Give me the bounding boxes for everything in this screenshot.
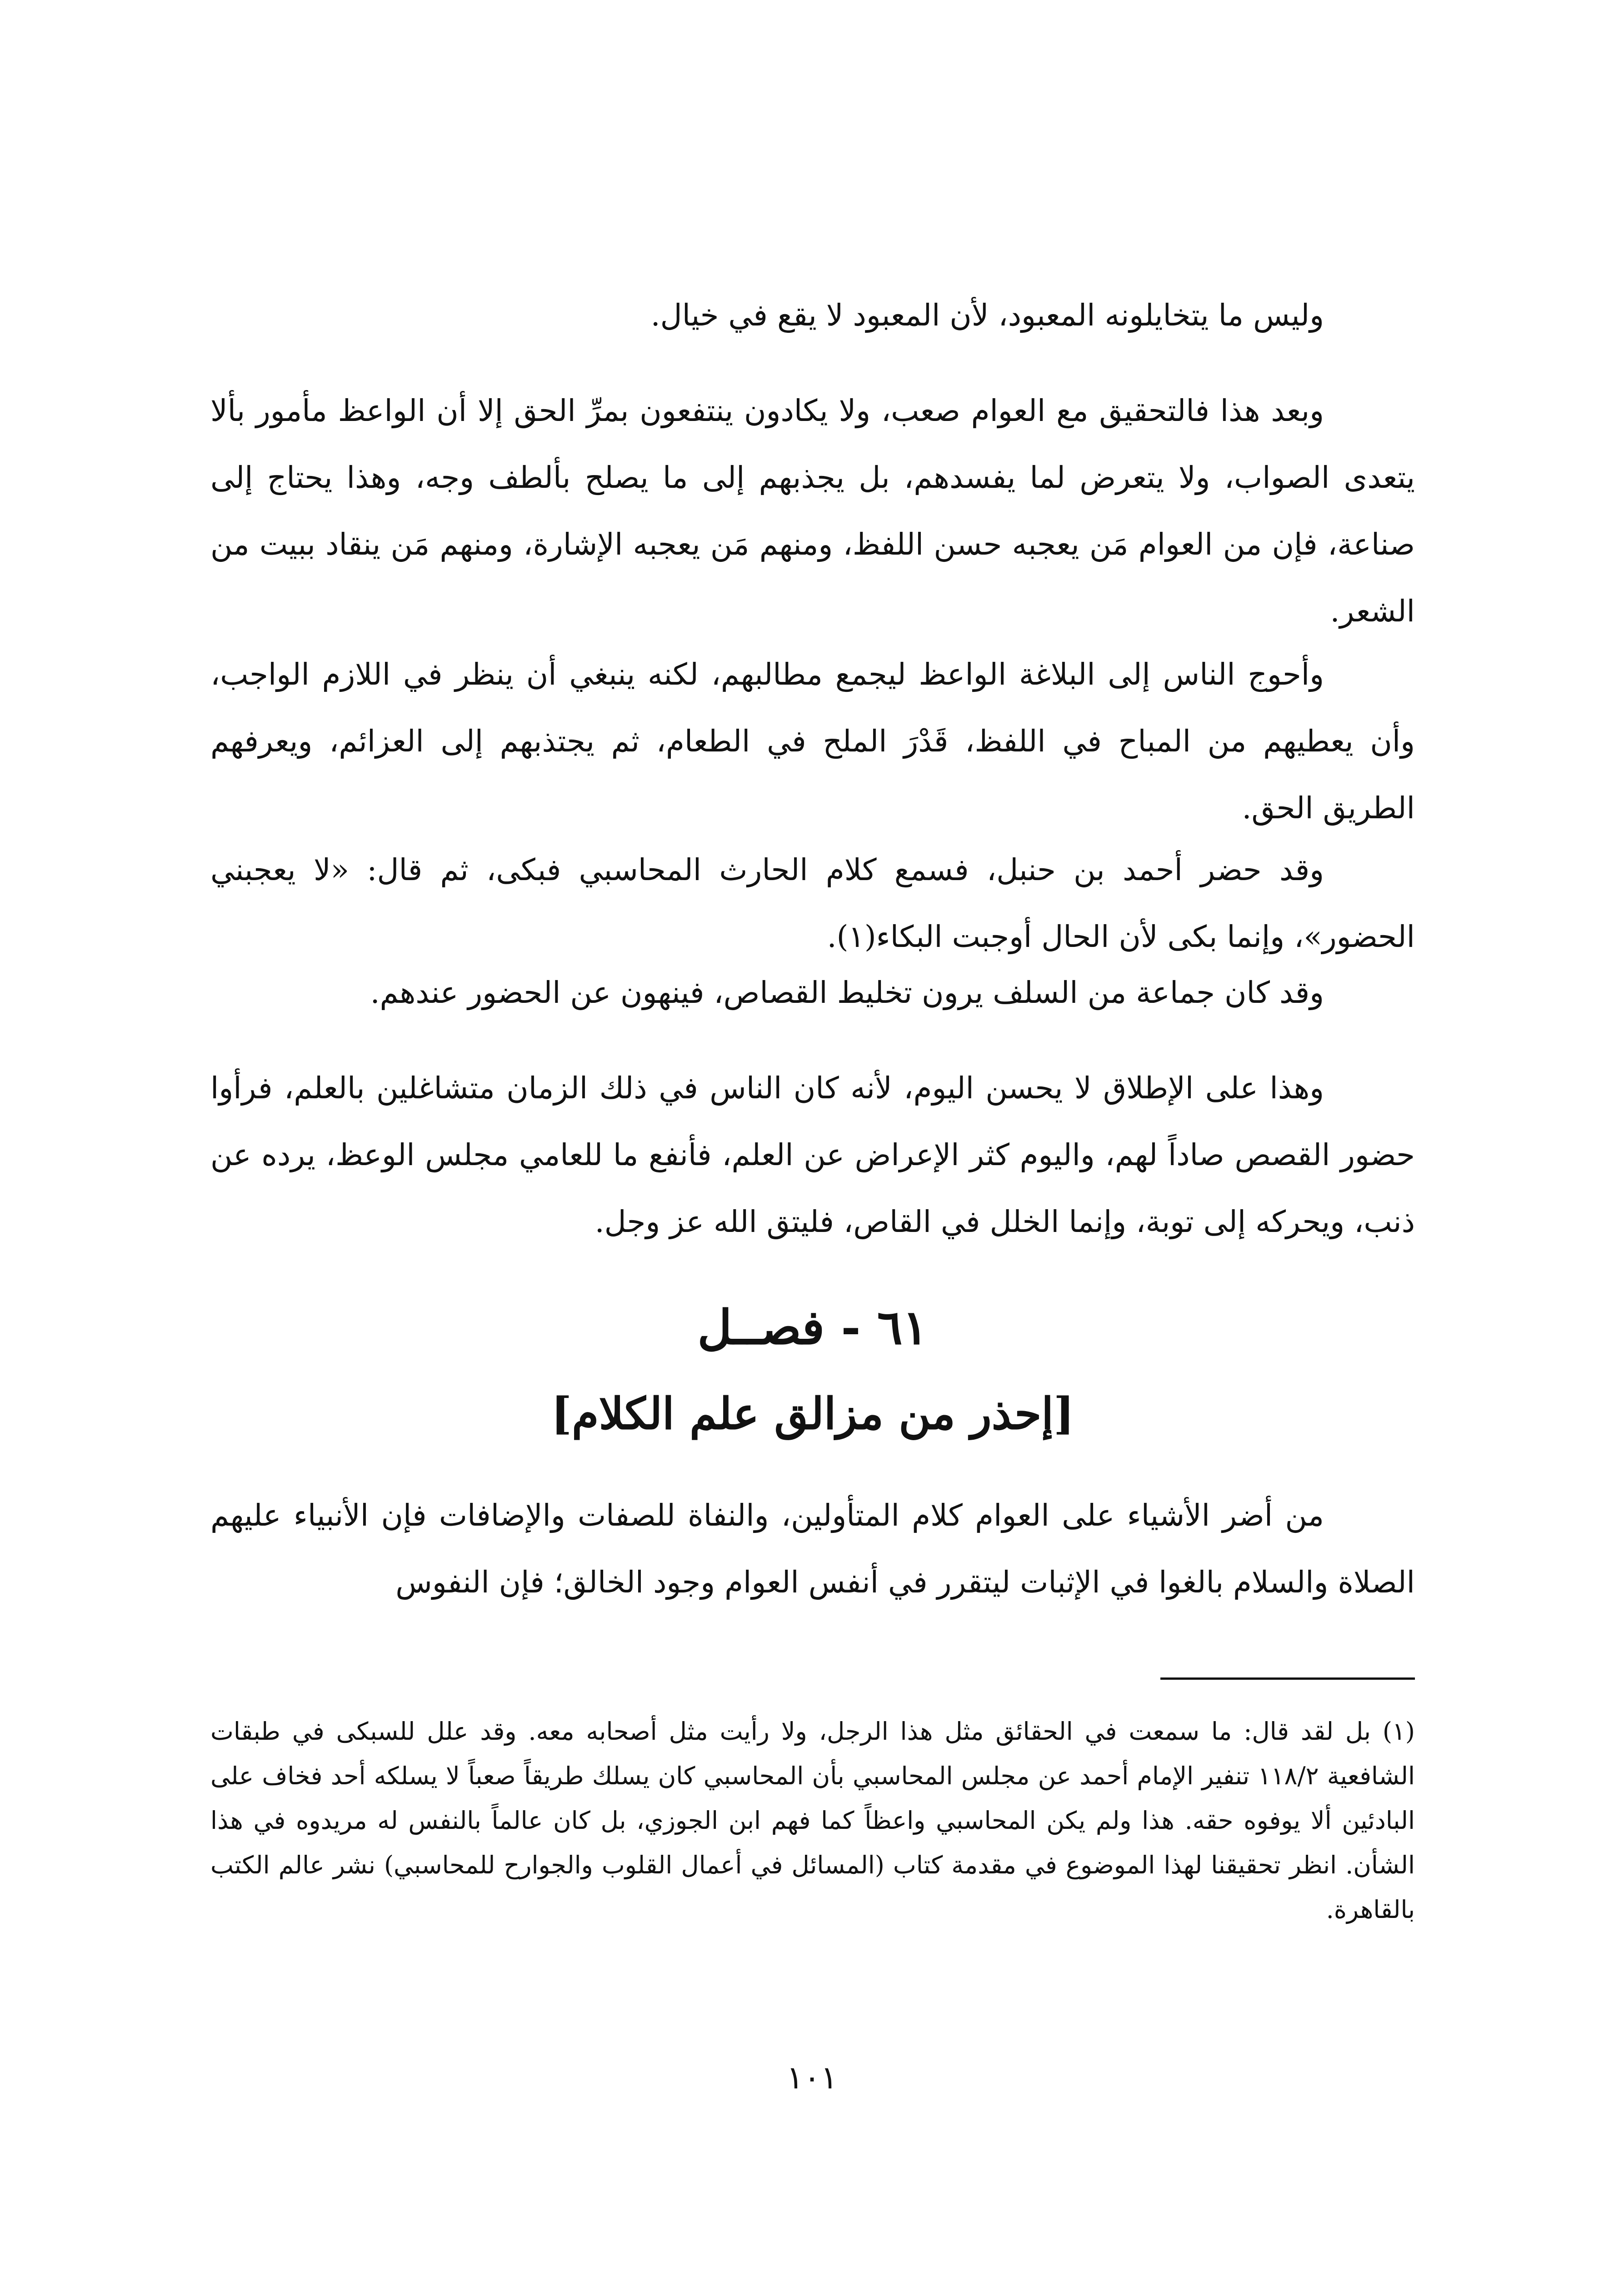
paragraph: وقد كان جماعة من السلف يرون تخليط القصاص، فينهون عن الحضور عندهم. [370,975,1324,1010]
section-number-heading: ٦١ - فصــل [697,1299,928,1355]
paragraph: وبعد هذا فالتحقيق مع العوام صعب، ولا يكادون ينتفعون بمرِّ الحق إلا أن الواعظ مأمور بألا يتعدى الصواب، ولا يتعرض لما يفسدهم، بل يجذبهم إلى ما يصلح بألطف وجه، وهذا يحتاج إلى صناعة، فإن من العوام مَن يعجبه حسن اللفظ، ومنهم مَن يعجبه الإشارة، ومنهم مَن ينقاد ببيت من الشعر. [210,393,1415,629]
body-text-block [210,641,1415,841]
paragraph: وأحوج الناس إلى البلاغة الواعظ ليجمع مطالبهم، لكنه ينبغي أن ينظر في اللازم الواجب، وأن يعطيهم من المباح في اللفظ، قَدْرَ الملح في الطعام، ثم يجتذبهم إلى العزائم، ويعرفهم الطريق الحق. [210,657,1415,826]
body-text-block [210,377,1415,645]
body-text-block [210,282,1415,349]
body-text-block [210,1055,1415,1255]
body-text-block [210,1482,1415,1616]
paragraph: وهذا على الإطلاق لا يحسن اليوم، لأنه كان الناس في ذلك الزمان متشاغلين بالعلم، فرأوا حضور القصص صاداً لهم، واليوم كثر الإعراض عن العلم، فأنفع ما للعامي مجلس الوعظ، يرده عن ذنب، ويحركه إلى توبة، وإنما الخلل في القاص، فليتق الله عز وجل. [210,1071,1415,1239]
footnote: (١) بل لقد قال: ما سمعت في الحقائق مثل هذا الرجل، ولا رأيت مثل أصحابه معه. وقد علل للسبكى في طبقات الشافعية ١١٨/٢ تنفير الإمام أحمد عن مجلس المحاسبي بأن المحاسبي كان يسلك طريقاً صعباً لا يسلكه أحد فخاف على البادئين ألا يوفوه حقه. هذا ولم يكن المحاسبي واعظاً كما فهم ابن الجوزي، بل كان عالماً بالنفس له مريدوه في هذا الشأن. انظر تحقيقنا لهذا الموضوع في مقدمة كتاب (المسائل في أعمال القلوب والجوارح للمحاسبي) نشر عالم الكتب بالقاهرة. [210,1717,1415,1924]
section-title-heading: [إحذر من مزالق علم الكلام] [551,1388,1074,1439]
footnote-divider [1160,1677,1415,1680]
paragraph: وليس ما يتخايلونه المعبود، لأن المعبود لا يقع في خيال. [650,298,1324,333]
paragraph: وقد حضر أحمد بن حنبل، فسمع كلام الحارث المحاسبي فبكى، ثم قال: «لا يعجبني الحضور»، وإنما بكى لأن الحال أوجبت البكاء(١). [210,852,1415,954]
body-text-block [210,959,1415,1026]
body-text-block [210,836,1415,970]
page-number: ١٠١ [786,2059,838,2096]
paragraph: من أضر الأشياء على العوام كلام المتأولين، والنفاة للصفات والإضافات فإن الأنبياء عليهم الصلاة والسلام بالغوا في الإثبات ليتقرر في أنفس العوام وجود الخالق؛ فإن النفوس [210,1498,1415,1600]
